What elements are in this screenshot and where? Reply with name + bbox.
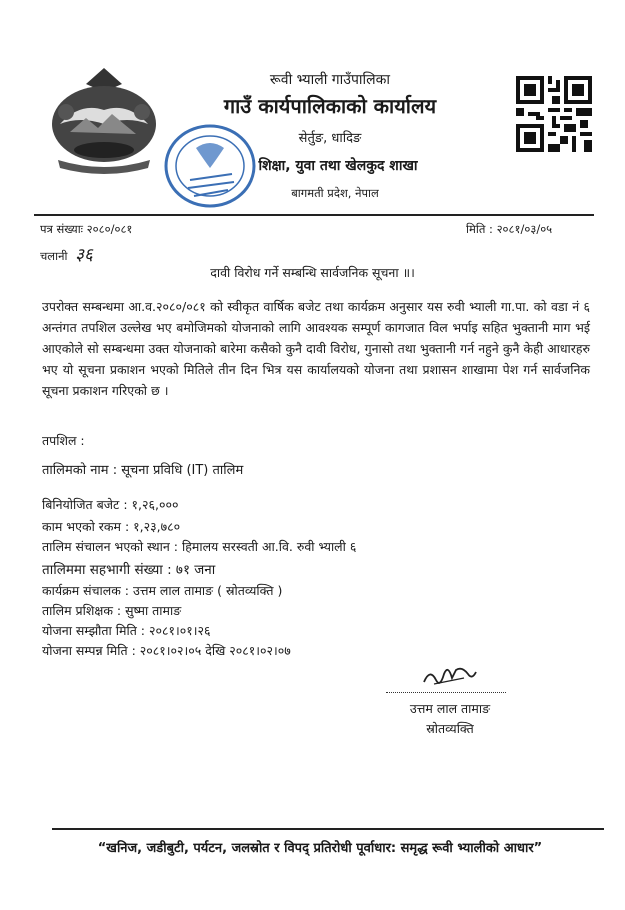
office-location: सेर्तुङ, धादिङ xyxy=(298,131,362,146)
date-value: २०८१/०३/०५ xyxy=(496,222,553,236)
detail-coordinator: कार्यक्रम संचालक : उत्तम लाल तामाङ ( स्रोतव्यक्ति ) xyxy=(42,583,283,598)
detail-agreement-date: योजना सम्झौता मिति : २०८१।०१।२६ xyxy=(42,623,211,638)
details-heading: तपशिल : xyxy=(42,433,85,448)
detail-participants: तालिममा सहभागी संख्या : ७१ जना xyxy=(42,562,216,578)
dispatch-label: चलानी xyxy=(40,249,68,263)
detail-trainer: तालिम प्रशिक्षक : सुष्मा तामाङ xyxy=(42,603,182,618)
dispatch-number xyxy=(40,242,93,265)
signature-line xyxy=(386,692,506,693)
header-divider xyxy=(34,214,594,216)
branch-name: शिक्षा, युवा तथा खेलकुद शाखा xyxy=(258,158,418,174)
notice-subject: दावी विरोध गर्ने सम्बन्धि सार्वजनिक सूचना ॥। xyxy=(210,265,415,280)
letter-date xyxy=(466,222,552,237)
detail-venue: तालिम संचालन भएको स्थान : हिमालय सरस्वती आ.वि. रुवी भ्याली ६ xyxy=(42,539,357,554)
qr-code xyxy=(516,76,592,152)
signature-mark xyxy=(420,660,480,690)
training-name: तालिमको नाम : सूचना प्रविधि (IT) तालिम xyxy=(42,463,244,478)
footer-divider xyxy=(52,828,604,830)
nepal-emblem-icon xyxy=(40,62,168,174)
province-name: बागमती प्रदेश, नेपाल xyxy=(291,186,379,200)
letter-number xyxy=(40,222,132,237)
footer-slogan: “खनिज, जडीबुटी, पर्यटन, जलस्रोत र विपद् प्रतिरोधी पूर्वाधार: समृद्ध रूवी भ्यालीको आधार” xyxy=(97,841,543,856)
date-label: मिति : xyxy=(466,222,493,236)
letter-number-label: पत्र संख्याः xyxy=(40,222,84,236)
signatory-title: स्रोतव्यक्ति xyxy=(426,721,474,736)
dispatch-value: ३६ xyxy=(75,245,93,265)
detail-work-amount: काम भएको रकम : १,२३,७८० xyxy=(42,519,181,534)
office-name: गाउँ कार्यपालिकाको कार्यालय xyxy=(223,94,437,118)
letter-number-value: २०८०/०८१ xyxy=(86,222,133,236)
signatory-name: उत्तम लाल तामाङ xyxy=(409,701,491,716)
notice-body: उपरोक्त सम्बन्धमा आ.व.२०८०/०८१ को स्वीकृत वार्षिक बजेट तथा कार्यक्रम अनुसार यस रुवी भ्याली गा.पा. को वडा नं ६ अन्तंगत तपशिल उल्लेख भए बमोजिमको योजनाको लागि आवश्यक सम्पूर्ण कागजात विल भर्पाइ सहित भुक्तानी माग भई आएकोले सो सम्बन्धमा उक्त योजनाको बारेमा कसैको कुनै दावी विरोध, गुनासो तथा भुक्तानी गर्न नहुने कुनै केही आधारहरु भए यो सूचना प्रकाशन भएको मितिले तीन दिन भित्र यस कार्यालयको योजना तथा प्रशासन शाखामा पेश गर्न सार्वजनिक सूचना प्रकाशन गरिएको छ । xyxy=(42,299,590,398)
detail-allocated-budget: बिनियोजित बजेट : १,२६,००० xyxy=(42,497,179,512)
detail-completion-date: योजना सम्पन्न मिति : २०८१।०२।०५ देखि २०८१।०२।०७ xyxy=(42,643,291,658)
municipality-name: रूवी भ्याली गाउँपालिका xyxy=(269,72,391,88)
